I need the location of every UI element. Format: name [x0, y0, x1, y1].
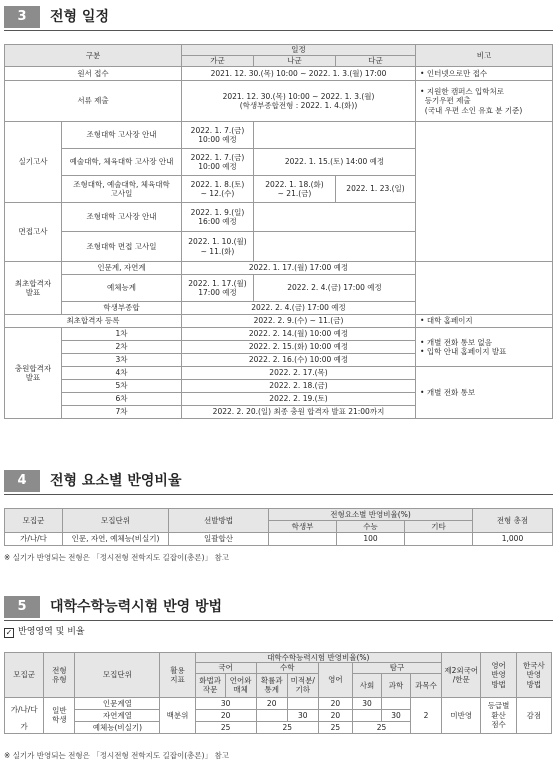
row-date: 2022. 2. 4.(금) 17:00 예정	[182, 302, 416, 315]
cell-su: 100	[337, 533, 405, 546]
suneung-table	[4, 652, 552, 734]
subheading: ✓ 반영영역 및 비율	[5, 627, 85, 637]
cell-ga: 2022. 1. 8.(토) ~ 12.(수)	[182, 176, 254, 203]
header-schedule: 일정	[182, 45, 416, 56]
cell-eng: 20	[318, 709, 352, 721]
cell-empty	[352, 709, 381, 721]
row-date: 2022. 2. 16.(수) 10:00 예정	[182, 354, 416, 367]
cell-empty	[254, 122, 416, 149]
header-type: 전형 유형	[44, 653, 75, 698]
row-date: 2021. 12. 30.(목) 10:00 ~ 2022. 1. 3.(월) (학생부종합전형 : 2022. 1. 4.(화))	[182, 81, 416, 122]
cell-empty	[254, 203, 416, 232]
cell-ga: 2022. 1. 7.(금) 10:00 예정	[182, 149, 254, 176]
cell-empty	[416, 262, 553, 315]
row-note: • 대학 홈페이지	[416, 315, 553, 328]
cell-unit: 인문, 자연, 예체능(비실기)	[63, 533, 169, 546]
header-su: 수능	[337, 521, 405, 533]
group-practical: 실기고사	[5, 122, 62, 203]
header-unit: 모집단위	[63, 509, 169, 533]
row-note: • 지원한 캠퍼스 입학처로 등기우편 제출 (국내 우편 소인 유효 분 기준)	[416, 81, 553, 122]
cell-method: 일괄합산	[169, 533, 269, 546]
cell-kor: 25	[195, 721, 256, 733]
cell-eng: 20	[318, 697, 352, 709]
row-date: 2022. 2. 19.(토)	[182, 393, 416, 406]
cell-hak	[269, 533, 337, 546]
row-date: 2022. 2. 18.(금)	[182, 380, 416, 393]
cell-math: 30	[287, 709, 318, 721]
cell-count: 2	[410, 697, 441, 733]
group-interview: 면접고사	[5, 203, 62, 262]
cell-na: 2022. 1. 15.(토) 14:00 예정	[254, 149, 416, 176]
header-inquiry: 탐구	[352, 663, 441, 673]
row-date: 2022. 2. 9.(수) ~ 11.(금)	[182, 315, 416, 328]
header-etc: 기타	[405, 521, 473, 533]
footnote: ※ 실기가 반영되는 전형은 「정시전형 전학지도 길잡이(총론)」 참고	[4, 553, 229, 562]
cell-math: 20	[256, 697, 287, 709]
section-title: 전형 일정	[50, 9, 109, 25]
ratio-table	[4, 508, 553, 546]
row-label: 조형대학 고사장 안내	[62, 122, 182, 149]
cell-empty	[381, 697, 410, 709]
section-5-header	[4, 594, 553, 621]
group-final: 최초합격자 발표	[5, 262, 62, 315]
row-note: • 개별 전화 통보 없음 • 입학 안내 홈페이지 발표	[416, 328, 553, 367]
row-date: 2022. 1. 17.(월) 17:00 예정	[182, 262, 416, 275]
header-eng-method: 영어 반영 방법	[481, 653, 516, 698]
section-number: 5	[4, 596, 40, 618]
header-index: 활용 지표	[160, 653, 195, 698]
cell-ga: 2022. 1. 10.(월) ~ 11.(화)	[182, 232, 254, 262]
header-social: 사회	[352, 673, 381, 697]
cell-index: 백분위	[160, 697, 195, 733]
header-group: 모집군	[5, 509, 63, 533]
cell-unit: 자연계열	[75, 709, 160, 721]
header-unit: 모집단위	[75, 653, 160, 698]
row-date: 2022. 2. 15.(화) 10:00 예정	[182, 341, 416, 354]
row-label: 3차	[62, 354, 182, 367]
row-label: 조형대학 고사장 안내	[62, 203, 182, 232]
row-label: 인문계, 자연계	[62, 262, 182, 275]
cell-group: 가	[5, 721, 44, 733]
row-label: 5차	[62, 380, 182, 393]
row-label: 조형대학 면접 고사일	[62, 232, 182, 262]
row-label: 원서 접수	[5, 67, 182, 81]
row-date: 2022. 2. 17.(목)	[182, 367, 416, 380]
cell-na: 2022. 1. 18.(화) ~ 21.(금)	[254, 176, 336, 203]
row-date: 2022. 2. 20.(일) 최종 충원 합격자 발표 21:00까지	[182, 406, 416, 419]
header-total: 전형 총점	[473, 509, 553, 533]
row-label: 7차	[62, 406, 182, 419]
section-3-header	[4, 4, 553, 31]
header-na: 나군	[254, 56, 336, 67]
cell-group: 가/나/다	[5, 697, 44, 721]
section-title: 전형 요소별 반영비율	[50, 473, 182, 489]
header-gubun: 구분	[5, 45, 182, 67]
cell-ga: 2022. 1. 9.(일) 16:00 예정	[182, 203, 254, 232]
row-label: 예술대학, 체육대학 고사장 안내	[62, 149, 182, 176]
row-label: 조형대학, 예술대학, 체육대학 고사일	[62, 176, 182, 203]
row-note: • 개별 전화 통보	[416, 367, 553, 419]
header-hak: 학생부	[269, 521, 337, 533]
row-label: 1차	[62, 328, 182, 341]
cell-empty	[256, 709, 287, 721]
row-date: 2021. 12. 30.(목) 10:00 ~ 2022. 1. 3.(월) 17:00	[182, 67, 416, 81]
cell-eng-method: 등급별 환산 점수	[481, 697, 516, 733]
cell-eng: 25	[318, 721, 352, 733]
header-math-2: 미적분/ 기하	[287, 673, 318, 697]
checkbox-icon: ✓	[5, 628, 13, 637]
row-note: • 인터넷으로만 접수	[416, 67, 553, 81]
cell-unit: 예체능(비실기)	[75, 721, 160, 733]
row-label: 최초합격자 등록	[5, 315, 182, 328]
footnote: ※ 실기가 반영되는 전형은 「정시전형 전학지도 길잡이(총론)」 참고	[4, 751, 229, 760]
cell-history: 감점	[516, 697, 551, 733]
row-date: 2022. 2. 14.(월) 10:00 예정	[182, 328, 416, 341]
header-kor-1: 화법과 작문	[195, 673, 225, 697]
cell-da: 2022. 1. 23.(일)	[336, 176, 416, 203]
cell-ga: 2022. 1. 7.(금) 10:00 예정	[182, 122, 254, 149]
row-label: 학생부종합	[62, 302, 182, 315]
header-science: 과학	[381, 673, 410, 697]
header-korean: 국어	[195, 663, 256, 673]
cell-na: 2022. 2. 4.(금) 17:00 예정	[254, 275, 416, 302]
cell-kor: 20	[195, 709, 256, 721]
cell-group: 가/나/다	[5, 533, 63, 546]
header-english: 영어	[318, 663, 352, 697]
cell-empty	[287, 697, 318, 709]
section-number: 4	[4, 470, 40, 492]
section-4-header	[4, 468, 553, 495]
header-math: 수학	[256, 663, 318, 673]
cell-ga: 2022. 1. 17.(월) 17:00 예정	[182, 275, 254, 302]
row-label: 6차	[62, 393, 182, 406]
schedule-table	[4, 44, 553, 419]
cell-etc	[405, 533, 473, 546]
cell-type: 일반 학생	[44, 697, 75, 733]
header-math-1: 확률과 통계	[256, 673, 287, 697]
header-ratio: 전형요소별 반영비율(%)	[269, 509, 473, 521]
header-group: 모집군	[5, 653, 44, 698]
header-kor-2: 언어와 매체	[225, 673, 256, 697]
row-label: 2차	[62, 341, 182, 354]
cell-empty	[254, 232, 416, 262]
header-da: 다군	[336, 56, 416, 67]
cell-empty	[416, 122, 553, 262]
cell-tam: 30	[352, 697, 381, 709]
header-note: 비고	[416, 45, 553, 67]
cell-second-lang: 미반영	[442, 697, 481, 733]
header-method: 선발방법	[169, 509, 269, 533]
header-ratio: 대학수학능력시험 반영비율(%)	[195, 653, 442, 663]
header-ga: 가군	[182, 56, 254, 67]
section-title: 대학수학능력시험 반영 방법	[50, 599, 223, 615]
cell-unit: 인문계열	[75, 697, 160, 709]
cell-tam: 25	[352, 721, 410, 733]
cell-kor: 30	[195, 697, 256, 709]
group-additional: 충원합격자 발표	[5, 328, 62, 419]
section-number: 3	[4, 6, 40, 28]
row-label: 4차	[62, 367, 182, 380]
header-history-method: 한국사 반영 방법	[516, 653, 551, 698]
row-label: 예체능계	[62, 275, 182, 302]
cell-tam: 30	[381, 709, 410, 721]
header-second-lang: 제2외국어 /한문	[442, 653, 481, 698]
header-subject-count: 과목수	[410, 673, 441, 697]
row-label: 서류 제출	[5, 81, 182, 122]
cell-math: 25	[256, 721, 318, 733]
cell-total: 1,000	[473, 533, 553, 546]
